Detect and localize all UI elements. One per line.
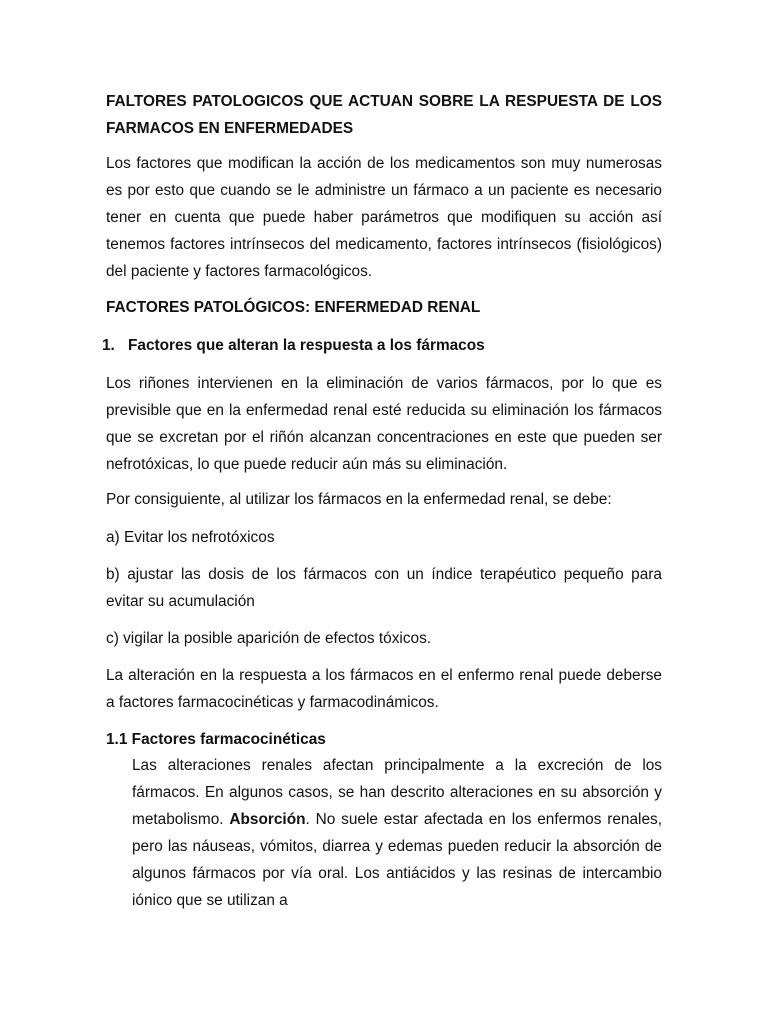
intro-paragraph: Los factores que modifican la acción de los medicamentos son muy numerosas es por esto que cuando se le administre un fármaco a un paciente es necesario tener en cuenta que puede haber parámetros que modifiquen su acción así tenemos factores intrínsecos del medicamento, factores intrínsecos (fisiológicos) del paciente y factores farmacológicos. <box>106 155 662 280</box>
subsection-heading: 1.1 Factores farmacocinéticas <box>106 731 326 748</box>
list-item-c: c) vigilar la posible aparición de efectos tóxicos. <box>106 630 432 647</box>
section-heading: FACTORES PATOLÓGICOS: ENFERMEDAD RENAL <box>106 299 481 316</box>
heading-text: Factores que alteran la respuesta a los fármacos <box>128 337 485 354</box>
absorption-text: . No suele estar afectada en los enfermos renales, pero las náuseas, vómitos, diarrea y edemas pueden reducir la absorción de algunos fármacos por vía oral. Los antiácidos y las resinas de intercambio iónico que se utilizan a <box>132 811 662 909</box>
alteration-paragraph: La alteración en la respuesta a los fármacos en el enfermo renal puede deberse a factores farmacocinéticas y farmacodinámicos. <box>106 667 662 711</box>
document-title: FALTORES PATOLOGICOS QUE ACTUAN SOBRE LA RESPUESTA DE LOS FARMACOS EN ENFERMEDADES <box>106 93 662 137</box>
numbered-heading <box>102 332 658 359</box>
subsection-paragraph <box>132 752 662 914</box>
subsection-intro: Las alteraciones renales afectan principalmente a la excreción de los fármacos. En algunos casos, se han descrito alteraciones en su absorción y metabolismo. <box>132 757 662 828</box>
list-item-a: a) Evitar los nefrotóxicos <box>106 529 275 546</box>
kidney-paragraph: Los riñones intervienen en la eliminación de varios fármacos, por lo que es previsible que en la enfermedad renal esté reducida su eliminación los fármacos que se excretan por el riñón alcanzan concentraciones en este que pueden ser nefrotóxicas, lo que puede reducir aún más su eliminación. <box>106 375 662 473</box>
list-item-b: b) ajustar las dosis de los fármacos con un índice terapéutico pequeño para evitar su acumulación <box>106 566 662 610</box>
absorption-label: Absorción <box>229 811 306 828</box>
consequence-paragraph: Por consiguiente, al utilizar los fármacos en la enfermedad renal, se debe: <box>106 491 612 508</box>
heading-number: 1. <box>102 337 115 354</box>
